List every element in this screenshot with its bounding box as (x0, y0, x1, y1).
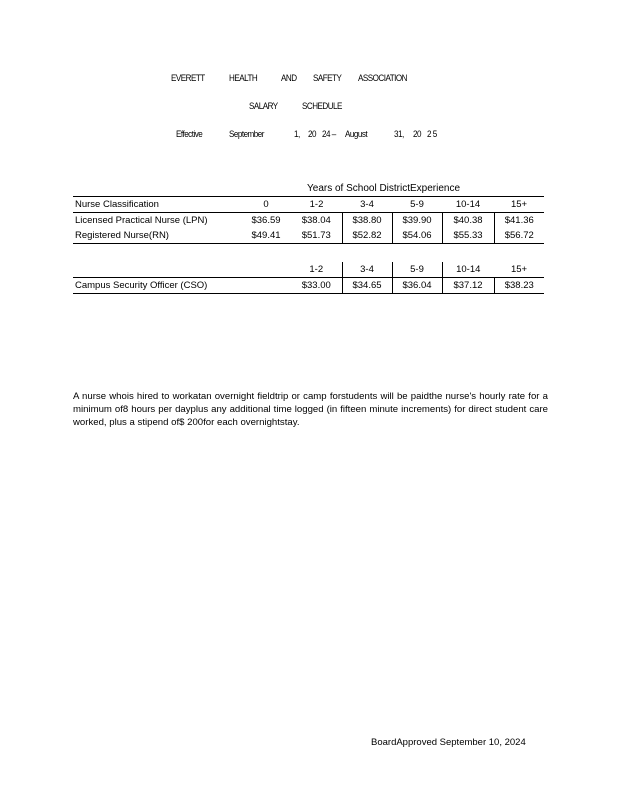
header-word: 20 (308, 129, 316, 140)
table-header-row (73, 262, 544, 278)
table-cell: $49.41 (251, 230, 281, 241)
column-header (241, 262, 291, 278)
column-header: 0 (263, 199, 269, 210)
overnight-policy-paragraph: A nurse whois hired to workatan overnight fieldtrip or camp forstudents will be paidthe nurse's hourly rate for a minimum of8 hours per dayplus any additional time logged (in fifteen minute increments) for direct student care worked, plus a stipend of$ 200for each overnightstay. (73, 391, 548, 428)
table-row (73, 213, 544, 229)
table-caption: Years of School DistrictExperience (307, 183, 461, 194)
table-cell: $36.59 (251, 215, 281, 226)
header-word: 1, (294, 129, 300, 140)
column-header: Nurse Classification (75, 199, 159, 210)
header-word: Effective (176, 129, 203, 140)
row-label: Licensed Practical Nurse (LPN) (75, 215, 208, 226)
table-cell: $51.73 (301, 230, 331, 241)
column-header: 5-9 (392, 262, 442, 278)
row-label: Campus Security Officer (CSO) (75, 280, 208, 291)
table-cell: $39.90 (392, 213, 442, 229)
header-word: September (229, 129, 264, 140)
header-word: SCHEDULE (302, 101, 342, 112)
table-cell: $36.04 (392, 278, 442, 294)
header-word: AND (281, 73, 297, 84)
column-header: 15+ (510, 199, 528, 210)
header-word: EVERETT (171, 73, 205, 84)
column-header: 15+ (510, 264, 528, 275)
column-header: 1-2 (309, 264, 324, 275)
header-word: 2 5 (427, 129, 437, 140)
column-header (73, 262, 241, 278)
table-cell: $38.80 (342, 213, 392, 229)
header-word: 20 (413, 129, 421, 140)
header-word: HEALTH (229, 73, 258, 84)
column-header: 5-9 (410, 199, 424, 210)
column-header: 10-14 (442, 262, 494, 278)
nurse-salary-table (73, 196, 544, 244)
board-approval-footer: BoardApproved September 10, 2024 (371, 737, 526, 748)
table-cell: $38.23 (494, 278, 544, 294)
security-salary-table (73, 262, 544, 294)
header-word: SALARY (249, 101, 278, 112)
table-cell: $40.38 (442, 213, 494, 229)
column-header: 10-14 (455, 199, 481, 210)
column-header: 3-4 (360, 199, 374, 210)
table-row (73, 228, 544, 244)
header-word: 31, (394, 129, 404, 140)
header-word: SAFETY (313, 73, 342, 84)
table-cell: $55.33 (442, 228, 494, 244)
header-word: August (345, 129, 368, 140)
header-word: ASSOCIATION (358, 73, 407, 84)
table-cell: $34.65 (342, 278, 392, 294)
table-row (73, 278, 544, 294)
table-cell: $38.04 (301, 215, 331, 226)
column-header: 1-2 (309, 199, 324, 210)
table-cell: $37.12 (442, 278, 494, 294)
table-cell: $41.36 (494, 213, 544, 229)
table-cell: $56.72 (494, 228, 544, 244)
header-word: 24 – (322, 129, 336, 140)
table-header-row (73, 197, 544, 213)
column-header: 3-4 (342, 262, 392, 278)
table-cell: $33.00 (301, 280, 331, 291)
table-cell: $52.82 (342, 228, 392, 244)
row-label: Registered Nurse(RN) (75, 230, 169, 241)
table-cell: $54.06 (392, 228, 442, 244)
